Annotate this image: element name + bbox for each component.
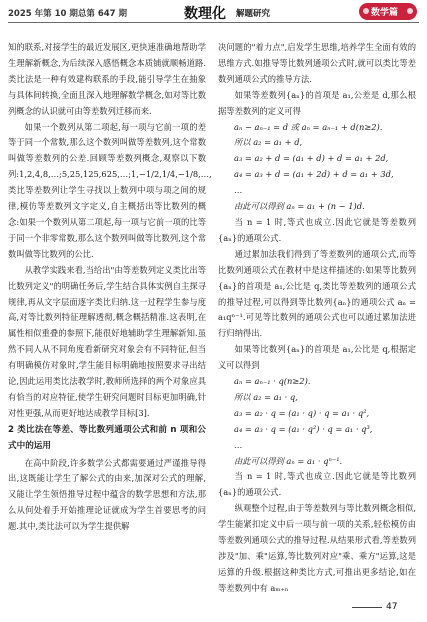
page-header: [6, 0, 421, 30]
paragraph: 当 n = 1 时,等式也成立.因此它就是等比数列{aₙ}的通项公式.: [218, 471, 416, 498]
paragraph: 在高中阶段,许多数学公式都需要通过严谨推导得出,这既能让学生了解公式的由来,加深对公式的理解,又能让学生领悟推导过程中蕴含的数学思想和方法,那么从何处着手开始推理论证就成为学生首要思考的问题.其中,类比法可以为学生提供解: [8, 457, 206, 532]
page-number-rule: [352, 607, 382, 608]
formula-line: 所以 a₂ = a₁ + d,: [234, 137, 303, 148]
journal-title: 数理化: [184, 6, 226, 22]
paragraph: 当 n = 1 时,等式也成立.因此它就是等差数列{aₙ}的通项公式.: [218, 216, 416, 243]
paragraph: 如果等差数列{aₙ}的首项是 a₁,公差是 d,那么根据等差数列的定义可得: [218, 89, 416, 116]
badge-label: 数学篇: [371, 8, 399, 18]
formula-line: a₃ = a₂ · q = (a₁ · q) · q = a₁ · q²,: [234, 407, 370, 418]
right-column: [218, 40, 416, 597]
formula-line: …: [234, 185, 243, 196]
left-column: [8, 40, 212, 535]
badge-dot-icon: [407, 8, 413, 14]
formula-line: a₃ = a₂ + d = (a₁ + d) + d = a₁ + 2d,: [234, 153, 389, 164]
page-number: 47: [386, 602, 398, 612]
formula-line: a₄ = a₃ + d = (a₁ + 2d) + d = a₁ + 3d,: [234, 169, 394, 180]
formula-line: …: [234, 439, 243, 450]
column-badge: [359, 3, 417, 20]
header-rule: [8, 22, 419, 23]
paragraph: 纵观整个过程,由于等差数列与等比数列概念相似,学生能紧扣定义中后一项与前一项的关系,轻松模仿由等差数列通项公式的推导过程.从结果形式看,等差数列涉及"加、乘"运算,等比数列对应"乘、乘方"运算,这是运算的升级.根据这种类比方式,可推出更多结论,如在等差数列中有 aₘ₊ₙ: [218, 503, 416, 593]
formula-line: aₙ = aₙ₋₁ · q(n≥2).: [234, 376, 311, 387]
section-title: 解题研究: [236, 9, 271, 19]
paragraph: 通过累加法我们得到了等差数列的通项公式,而等比数列通项公式在教材中是这样描述的:如果等比数列{aₙ}的首项是 a₁,公比是 q,类比等差数列的通项公式的推导过程,可以得到等比数列{aₙ}的通项公式 aₙ = a₁qⁿ⁻¹.可见等比数列的通项公式也可以通过累加法进行归纳得出.: [218, 248, 416, 339]
badge-dot-icon: [363, 8, 369, 14]
paragraph: 决问题的"着力点",启发学生思维,培养学生全面有效的思维方式.如推导等比数列通项公式时,就可以类比等差数列通项公式的推导方法.: [218, 42, 416, 84]
paragraph: 如果一个数列从第二项起,每一项与它前一项的差等于同一个常数,那么这个数列叫做等差数列,这个常数叫做等差数列的公差.回顾等差数列概念,观察以下数列:1,2,4,8,…;5,25,125,625,…;1,−1/2,1/4,−1/8,…,类比等差数列让学生寻找以上数列中项与项之间的规律,模仿等差数列文字定义,自主概括出等比数列的概念:如果一个数列从第二项起,每一项与它前一项的比等于同一个非零常数,那么这个数列叫做等比数列,这个常数叫做等比数列的公比.: [8, 121, 212, 259]
paragraph: 如果等比数列{aₙ}的首项是 a₁,公比是 q,根据定义可以得到: [218, 344, 416, 371]
formula-line: aₙ − aₙ₋₁ = d 或 aₙ = aₙ₋₁ + d(n≥2).: [234, 121, 383, 132]
issue-info: 2025 年第 10 期总第 647 期: [8, 9, 128, 19]
formula-line: 所以 a₂ = a₁ · q,: [234, 391, 298, 402]
paragraph: 从教学实践来看,当给出"由等差数列定义类比出等比数列定义"的明确任务后,学生结合具体实例自主探寻规律,再从文字层面逐字类比归纳.这一过程学生参与度高,对等比数列特征理解透彻,概念概括精准.这表明,在属性相似重叠的参照下,能很好地辅助学生理解新知.虽然不同人从不同角度看新研究对象会有不同特征,但当有明确模仿对象时,学生能目标明确地按照要求寻出结论,因此运用类比法教学时,教师所选择的两个对象应具有恰当的对应特征,使学生研究问题时目标更加明确,针对性更强,从而更好地达成教学目标[3].: [8, 264, 206, 418]
paragraph: 知的联系,对接学生的最近发展区,更快速准确地帮助学生理解新概念,为后续深入感悟概念本质铺就顺畅道路.类比法是一种有效建构联系的手段,能引导学生在抽象与具体间转换,全面且深入地理解数学概念,如对等比数列概念的认识就可由等差数列迁移而来.: [8, 42, 206, 116]
formula-line: 由此可以得到 aₙ = a₁ · qⁿ⁻¹.: [234, 455, 343, 466]
section-heading: 2 类比法在等差、等比数列通项公式和前 n 项和公式中的运用: [8, 424, 206, 451]
formula-line: a₄ = a₃ · q = (a₁ · q²) · q = a₁ · q³,: [234, 423, 373, 434]
formula-line: 由此可以得到 aₙ = a₁ + (n − 1)d.: [234, 201, 365, 212]
